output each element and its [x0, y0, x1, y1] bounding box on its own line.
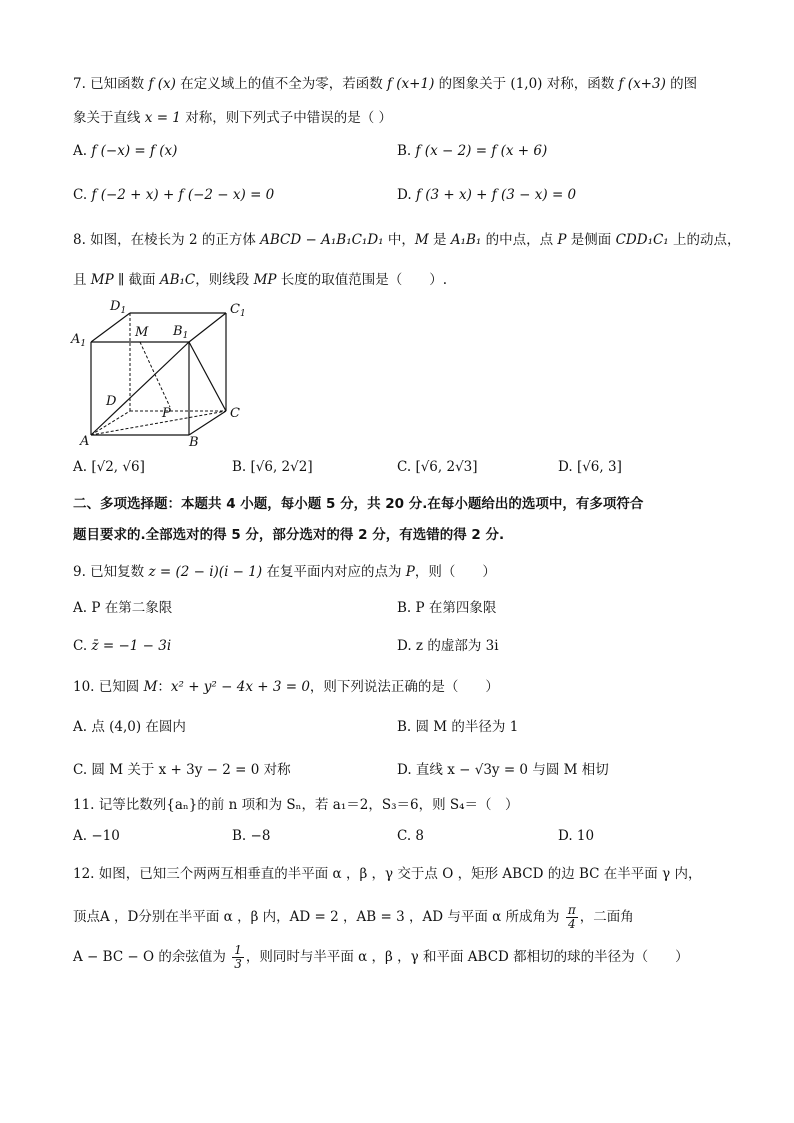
q10-text: ，则下列说法正确的是（ ）	[309, 679, 499, 695]
q7-formula: x = 1	[144, 110, 181, 126]
edge-b1c1	[189, 313, 226, 342]
option-label: A.	[73, 459, 88, 475]
q9-stem	[73, 562, 496, 582]
option-label: D.	[397, 187, 412, 203]
q10-text: 10. 已知圆	[73, 679, 144, 695]
edge-a1d1	[91, 313, 130, 342]
q8-option-b	[232, 457, 313, 477]
q12-text: ，二面角	[579, 909, 634, 925]
edge-ad-hidden	[91, 411, 130, 435]
q10-option-d: D. 直线 x − √3y = 0 与圆 M 相切	[397, 762, 609, 778]
q7-formula: f (x+3)	[618, 76, 666, 92]
edge-ab1	[91, 342, 189, 435]
cube-figure	[66, 293, 256, 453]
edge-ac-hidden	[91, 411, 226, 435]
q8-option-d	[558, 457, 622, 477]
q8-text: 中，	[383, 232, 415, 248]
q9-option-d: D. z 的虚部为 3i	[397, 638, 499, 654]
fraction-denominator: 4	[567, 917, 576, 931]
option-label: D.	[558, 459, 573, 475]
q8-formula: AB₁C	[159, 272, 196, 288]
q8-text: 是	[428, 232, 451, 248]
q8-text: 长度的取值范围是（ ）.	[276, 272, 448, 288]
label-b1: $B_1$	[173, 324, 189, 341]
q9-text: 9. 已知复数	[73, 564, 149, 580]
q11-option-a: A. −10	[73, 828, 120, 844]
q12-stem-line2	[73, 904, 634, 931]
q12-stem-line1: 12. 如图，已知三个两两互相垂直的半平面 α ，β ，γ 交于点 O ，矩形 ABCD 的边 BC 在半平面 γ 内，	[73, 866, 702, 882]
q8-text: 且	[73, 272, 91, 288]
option-formula: [√6, 3]	[576, 459, 622, 475]
label-m: M	[135, 325, 149, 340]
fraction-one-third	[232, 944, 244, 971]
q7-option-d	[397, 185, 576, 205]
q9-option-a: A. P 在第二象限	[73, 600, 173, 616]
option-label: B.	[397, 143, 412, 159]
segment-mp-hidden	[140, 342, 170, 407]
q7-formula: f (x+1)	[387, 76, 435, 92]
option-label: A.	[73, 143, 88, 159]
q8-formula: P	[557, 232, 567, 248]
q10-text: ：	[157, 679, 171, 695]
q10-option-c: C. 圆 M 关于 x + 3y − 2 = 0 对称	[73, 762, 291, 778]
q12-stem-line3	[73, 944, 689, 971]
section2-heading-line2: 题目要求的.全部选对的得 5 分，部分选对的得 2 分，有选错的得 2 分.	[73, 527, 505, 543]
label-a: A	[80, 434, 90, 449]
option-label: B.	[232, 459, 247, 475]
option-label: C.	[397, 459, 412, 475]
q10-formula: x² + y² − 4x + 3 = 0	[170, 679, 310, 695]
option-formula: [√6, 2√3]	[415, 459, 478, 475]
q7-text: 象关于直线	[73, 110, 145, 126]
q8-option-a	[73, 457, 145, 477]
q8-formula: CDD₁C₁	[615, 232, 669, 248]
q8-text: 的中点，点	[481, 232, 558, 248]
fraction-numerator: π	[567, 903, 576, 917]
fraction-pi-over-4	[566, 904, 578, 931]
q12-text: A − BC − O 的余弦值为	[73, 949, 231, 965]
label-c: C	[230, 406, 240, 421]
q8-formula: M	[414, 232, 429, 248]
q12-text: ，则同时与半平面 α ，β ，γ 和平面 ABCD 都相切的球的半径为（ ）	[245, 949, 689, 965]
q8-formula: MP	[253, 272, 277, 288]
q8-formula: ABCD − A₁B₁C₁D₁	[260, 232, 384, 248]
q8-stem-line2	[73, 270, 447, 290]
q8-text: ，则线段	[195, 272, 254, 288]
q7-stem-line1	[73, 74, 697, 94]
q7-option-a	[73, 141, 177, 161]
q8-text: ∥ 截面	[113, 272, 160, 288]
q7-option-b	[397, 141, 547, 161]
q8-option-c	[397, 457, 478, 477]
q10-formula: M	[143, 679, 158, 695]
option-formula: f (x − 2) = f (x + 6)	[415, 143, 548, 159]
q10-stem	[73, 677, 499, 697]
fraction-denominator: 3	[234, 957, 242, 971]
label-c1: $C_1$	[230, 302, 246, 319]
option-formula: f (−2 + x) + f (−2 − x) = 0	[91, 187, 275, 203]
q10-option-b: B. 圆 M 的半径为 1	[397, 719, 519, 735]
q7-formula: f (x)	[148, 76, 176, 92]
q9-formula: z = (2 − i)(i − 1)	[148, 564, 263, 580]
option-formula: [√6, 2√2]	[250, 459, 313, 475]
q8-text: 上的动点，	[668, 232, 741, 248]
fraction-numerator: 1	[234, 943, 242, 957]
q7-text: 对称，则下列式子中错误的是（ ）	[180, 110, 392, 126]
q8-text: 8. 如图，在棱长为 2 的正方体	[73, 232, 261, 248]
q9-formula: P	[405, 564, 415, 580]
q11-stem: 11. 记等比数列{aₙ}的前 n 项和为 Sₙ，若 a₁＝2，S₃＝6，则 S₄＝（ ）	[73, 797, 519, 813]
q9-option-b: B. P 在第四象限	[397, 600, 497, 616]
edge-b1c	[189, 342, 226, 411]
q7-text: 的图	[665, 76, 698, 92]
q8-formula: MP	[90, 272, 114, 288]
section2-heading-line1: 二、多项选择题：本题共 4 小题，每小题 5 分，共 20 分.在每小题给出的选项中，有多项符合	[73, 496, 644, 512]
q7-option-c	[73, 185, 274, 205]
q9-option-c	[73, 636, 171, 656]
option-formula: z̄ = −1 − 3i	[91, 638, 172, 654]
q7-text: 7. 已知函数	[73, 76, 149, 92]
option-label: C.	[73, 187, 88, 203]
q9-text: 在复平面内对应的点为	[262, 564, 406, 580]
label-b: B	[189, 435, 199, 450]
q11-option-d: D. 10	[558, 828, 595, 844]
q11-option-c: C. 8	[397, 828, 425, 844]
label-a1: $A_1$	[71, 332, 87, 349]
option-formula: f (−x) = f (x)	[91, 143, 178, 159]
option-formula: f (3 + x) + f (3 − x) = 0	[415, 187, 577, 203]
q7-text: 的图象关于 (1,0) 对称，函数	[434, 76, 619, 92]
option-label: C.	[73, 638, 88, 654]
q9-text: ，则（ ）	[414, 564, 496, 580]
label-p: P	[162, 406, 171, 421]
q8-formula: A₁B₁	[450, 232, 482, 248]
q8-text: 是侧面	[566, 232, 616, 248]
q10-option-a: A. 点 (4,0) 在圆内	[73, 719, 186, 735]
q7-text: 在定义域上的值不全为零，若函数	[175, 76, 387, 92]
label-d: D	[106, 394, 117, 409]
edge-bc	[189, 411, 226, 435]
q8-stem-line1	[73, 230, 741, 250]
q11-option-b: B. −8	[232, 828, 271, 844]
option-formula: [√2, √6]	[91, 459, 145, 475]
label-d1: $D_1$	[110, 299, 127, 316]
q7-stem-line2	[73, 108, 392, 128]
q12-text: 顶点A ，D分别在半平面 α ，β 内，AD = 2 ，AB = 3 ，AD 与平面 α 所成角为	[73, 909, 564, 925]
